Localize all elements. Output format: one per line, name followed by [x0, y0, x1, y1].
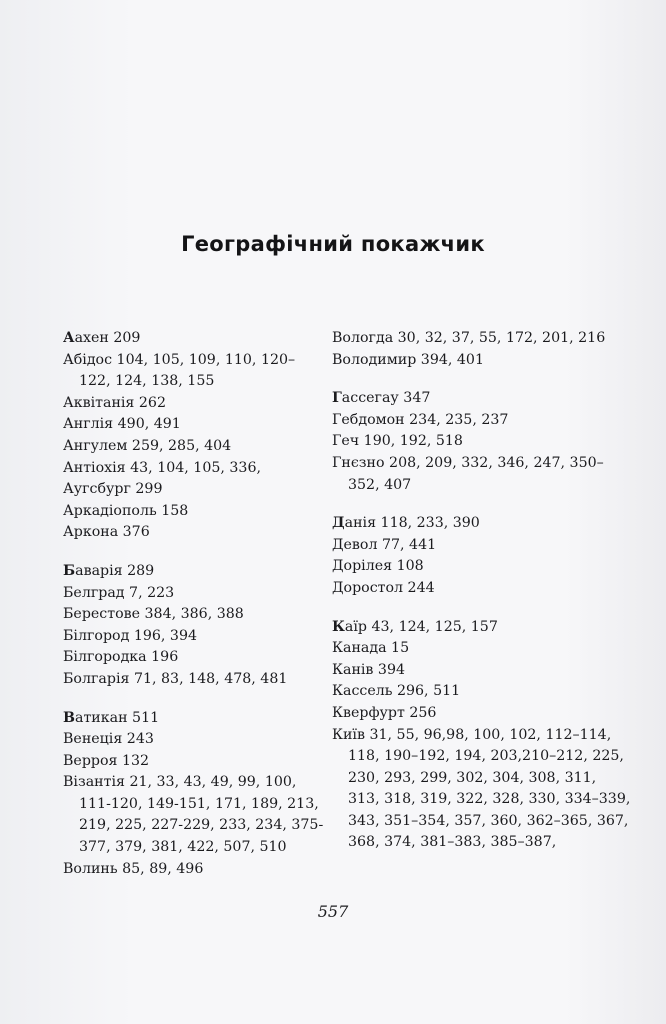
index-entry — [332, 660, 632, 682]
entry-text: аїр 43, 124, 125, 157 — [344, 618, 498, 635]
index-entry — [332, 388, 632, 410]
entry-text: Білгородка 196 — [63, 649, 179, 666]
entry-text: Англія 490, 491 — [63, 416, 181, 433]
entry-text: Канада 15 — [332, 640, 410, 657]
index-entry — [63, 859, 325, 881]
entry-text: ассегау 347 — [341, 390, 431, 407]
index-entry — [332, 681, 632, 703]
entry-text: Доростол 244 — [332, 579, 435, 596]
entry-text: Антіохія 43, 104, 105, 336, — [63, 459, 261, 476]
index-entry — [63, 626, 325, 648]
index-entry — [332, 410, 632, 432]
entry-text: Канів 394 — [332, 661, 406, 678]
entry-initial: В — [63, 709, 75, 726]
index-entry — [63, 414, 325, 436]
index-entry — [63, 561, 325, 583]
entry-text: Володимир 394, 401 — [332, 351, 484, 368]
index-entry — [332, 578, 632, 600]
index-entry — [63, 708, 325, 730]
entry-text: Аркадіополь 158 — [63, 502, 189, 519]
entry-text: Болгарія 71, 83, 148, 478, 481 — [63, 670, 288, 687]
entry-initial: А — [63, 330, 75, 346]
index-column-left — [63, 328, 325, 880]
entry-text: Візантія 21, 33, 43, 49, 99, 100, 111-120, 149-151, 171, 189, 213, 219, 225, 227-229, 233, 234, 375-377, 379, 381, 422, 507, 510 — [63, 774, 324, 856]
entry-text: Волинь 85, 89, 496 — [63, 860, 204, 877]
entry-text: Белград 7, 223 — [63, 584, 175, 601]
entry-initial: Б — [63, 562, 76, 579]
index-entry — [63, 436, 325, 458]
index-title: Географічний покажчик — [181, 232, 485, 256]
entry-text: атикан 511 — [75, 709, 160, 726]
entry-text: Кассель 296, 511 — [332, 683, 461, 700]
index-entry — [63, 604, 325, 626]
index-entry — [332, 513, 632, 535]
index-entry — [63, 458, 325, 480]
entry-initial: Г — [332, 390, 342, 407]
entry-text: Аркона 376 — [63, 524, 150, 541]
index-entry — [63, 393, 325, 415]
index-entry — [63, 328, 325, 350]
entry-initial: К — [332, 618, 345, 635]
entry-text: Кверфурт 256 — [332, 704, 437, 721]
index-entry — [63, 522, 325, 544]
entry-text: Геч 190, 192, 518 — [332, 433, 463, 450]
entry-text: Київ 31, 55, 96,98, 100, 102, 112–114, 118, 190–192, 194, 203,210–212, 225, 230, 293, 299, 302, 304, 308, 311, 313, 318, 319, 322, 328, 330, 334–339, 343, 351–354, 357, 360, 362–365, 367, 368, 374, 381–383, 385–387, — [332, 726, 631, 851]
entry-text: Берестове 384, 386, 388 — [63, 606, 244, 623]
entry-text: Абідос 104, 105, 109, 110, 120–122, 124, 138, 155 — [63, 351, 296, 390]
entry-text: аварія 289 — [75, 562, 155, 579]
index-entry — [332, 617, 632, 639]
index-entry — [332, 638, 632, 660]
index-entry — [332, 453, 632, 496]
entry-text: Вологда 30, 32, 37, 55, 172, 201, 216 — [332, 330, 606, 346]
index-entry — [332, 556, 632, 578]
index-entry — [63, 751, 325, 773]
index-entry — [63, 669, 325, 691]
index-entry — [332, 328, 632, 350]
entry-text: ахен 209 — [74, 330, 141, 346]
entry-text: Верроя 132 — [63, 752, 150, 769]
entry-text: Аквітанія 262 — [63, 394, 166, 411]
entry-text: Гебдомон 234, 235, 237 — [332, 411, 509, 428]
entry-text: Гнєзно 208, 209, 332, 346, 247, 350–352, 407 — [332, 454, 604, 493]
index-entry — [63, 479, 325, 501]
entry-text: Дорілея 108 — [332, 558, 424, 575]
index-entry — [332, 535, 632, 557]
index-entry — [332, 703, 632, 725]
index-entry — [63, 501, 325, 523]
entry-text: Аугсбург 299 — [63, 481, 163, 498]
index-entry — [63, 729, 325, 751]
index-entry — [63, 350, 325, 393]
entry-text: анія 118, 233, 390 — [344, 515, 480, 532]
index-entry — [63, 647, 325, 669]
page-number: 557 — [317, 902, 349, 921]
entry-text: Білгород 196, 394 — [63, 627, 197, 644]
entry-initial: Д — [332, 515, 345, 532]
entry-text: Венеція 243 — [63, 731, 154, 748]
index-entry — [332, 725, 632, 855]
index-entry — [63, 583, 325, 605]
index-entry — [332, 350, 632, 372]
index-entry — [332, 431, 632, 453]
index-column-right — [332, 328, 632, 854]
index-entry — [63, 772, 325, 858]
entry-text: Ангулем 259, 285, 404 — [63, 437, 232, 454]
entry-text: Девол 77, 441 — [332, 536, 437, 553]
